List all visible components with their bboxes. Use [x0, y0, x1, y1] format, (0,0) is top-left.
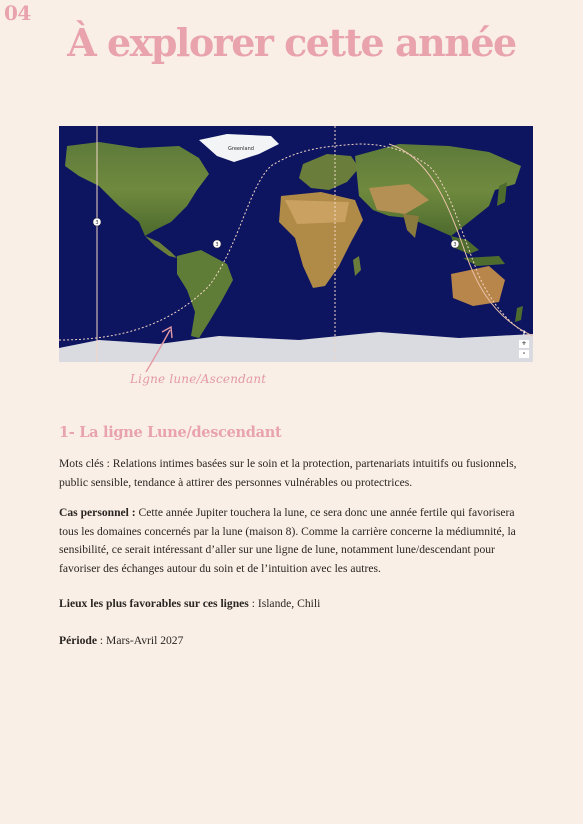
- map-markers: [59, 126, 533, 362]
- map-help-button[interactable]: ?: [522, 330, 526, 337]
- places-paragraph: [59, 595, 519, 614]
- map-label-greenland: Greenland: [228, 146, 254, 152]
- keywords-paragraph: Mots clés : Relations intimes basées sur le soin et la protection, partenariats intuitifs ou fusionnels, public sensible, tendance à attirer des personnes vulnérables ou protectrices.: [59, 457, 517, 489]
- period-paragraph: [59, 632, 519, 651]
- case-paragraph: [59, 504, 519, 578]
- world-map[interactable]: [59, 126, 533, 362]
- map-zoom-out-button[interactable]: -: [519, 350, 529, 358]
- section-heading: 1- La ligne Lune/descendant: [59, 424, 282, 441]
- map-marker-label: 3: [95, 220, 99, 226]
- map-zoom-in-button[interactable]: +: [519, 340, 529, 348]
- places-text: : Islande, Chili: [248, 597, 321, 610]
- page-title: À explorer cette année: [67, 20, 516, 65]
- page-number: 04: [4, 1, 31, 25]
- annotation-arrow-icon: [140, 322, 180, 376]
- map-controls: [519, 330, 529, 358]
- period-text: : Mars-Avril 2027: [97, 634, 184, 647]
- period-label: Période: [59, 634, 97, 647]
- places-label: Lieux les plus favorables sur ces lignes: [59, 597, 249, 610]
- case-text: Cette année Jupiter touchera la lune, ce sera donc une année fertile qui favorisera tous les domaines concernés par la lune (maison 8). Comme la carrière concerne la médiumnité, la sensibilité, ce serait intéressant d’aller sur une ligne de lune, notamment lune/descendant pour favoriser des échanges autour du soin et de l’intuition avec les autres.: [59, 506, 516, 575]
- map-marker-label: 3: [453, 242, 457, 248]
- case-label: Cas personnel :: [59, 506, 136, 519]
- map-annotation: Ligne lune/Ascendant: [130, 372, 267, 386]
- map-marker-label: 3: [215, 242, 219, 248]
